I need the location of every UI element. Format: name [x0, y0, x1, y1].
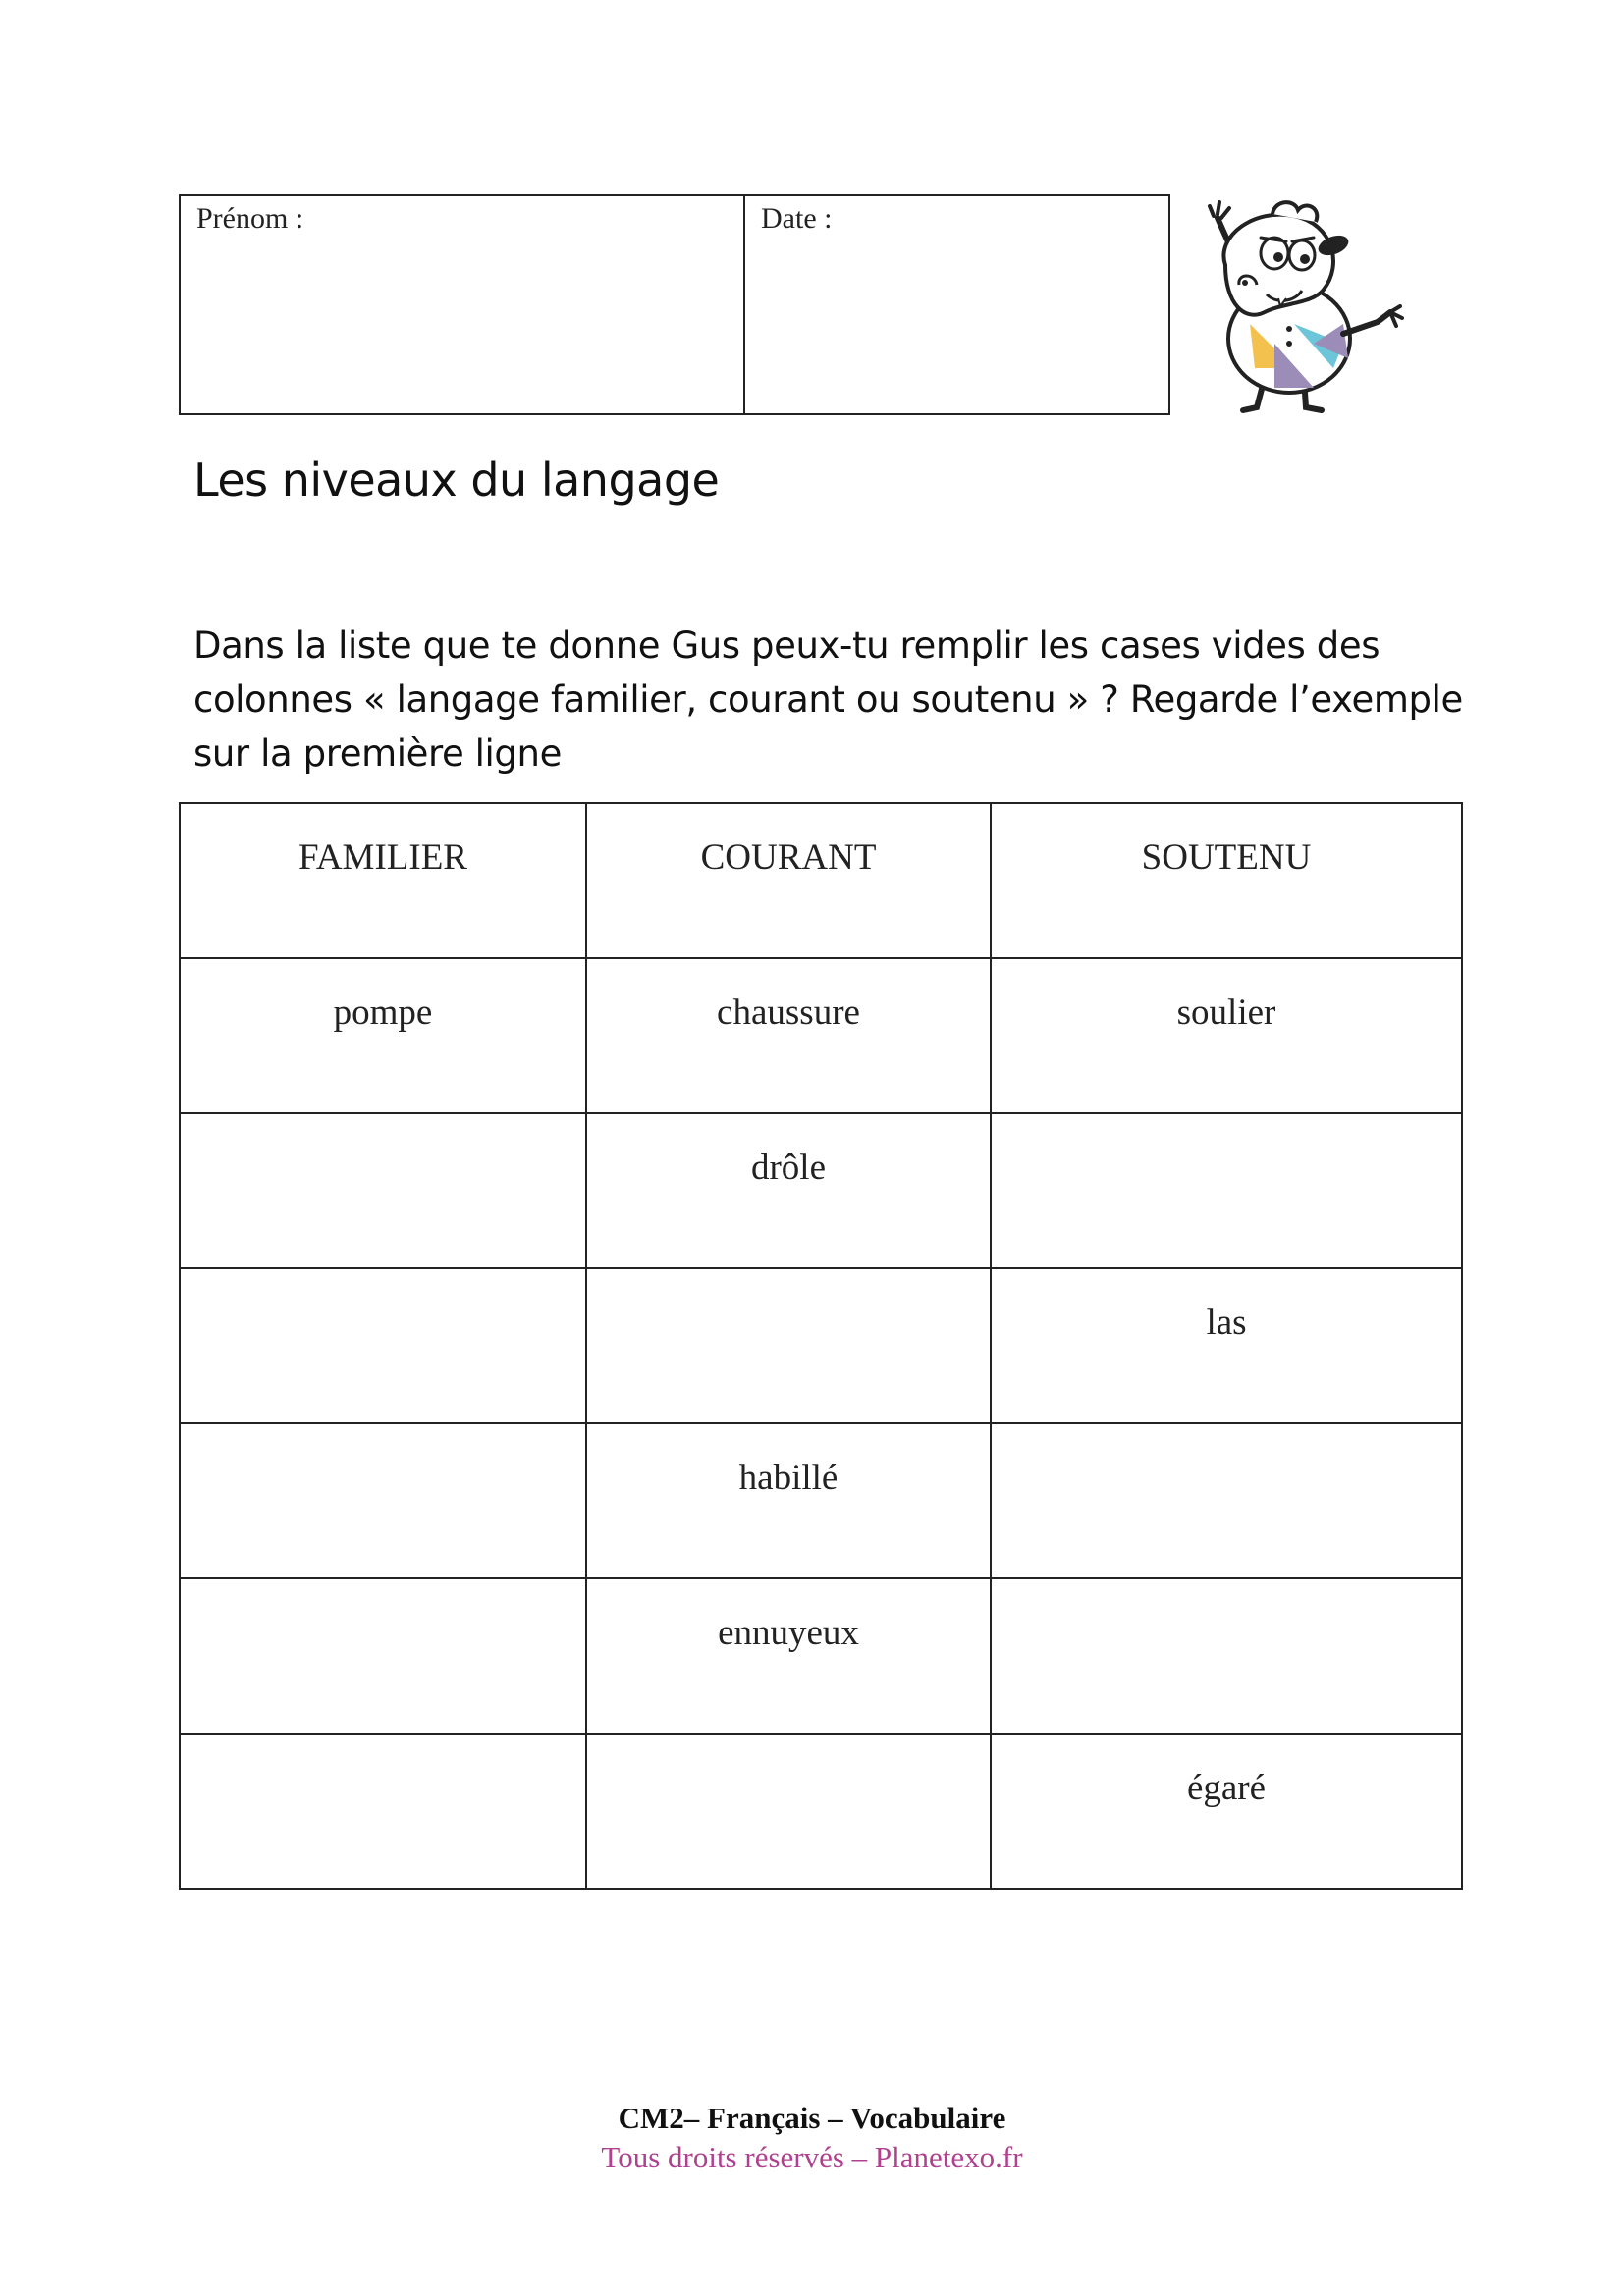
date-label: Date :	[761, 202, 833, 235]
table-cell-empty[interactable]	[586, 1268, 991, 1423]
page-title: Les niveaux du langage	[193, 454, 720, 507]
table-row	[180, 958, 1462, 1113]
column-header-familier: FAMILIER	[180, 803, 586, 958]
table-row	[180, 1734, 1462, 1889]
table-cell-empty[interactable]	[180, 1113, 586, 1268]
table-header-row	[180, 803, 1462, 958]
table-cell: drôle	[586, 1113, 991, 1268]
prenom-field[interactable]	[181, 196, 745, 413]
instructions-text: Dans la liste que te donne Gus peux-tu remplir les cases vides des colonnes « langage familier, courant ou soutenu » ? Regarde l’exemple sur la première ligne	[193, 624, 1463, 774]
table-cell-empty[interactable]	[991, 1113, 1462, 1268]
footer-subject: CM2– Français – Vocabulaire	[618, 2101, 1006, 2135]
table-cell: pompe	[180, 958, 586, 1113]
prenom-label: Prénom :	[196, 202, 304, 235]
table-cell: soulier	[991, 958, 1462, 1113]
table-cell: égaré	[991, 1734, 1462, 1889]
table-row	[180, 1423, 1462, 1578]
table-cell: las	[991, 1268, 1462, 1423]
table-cell: ennuyeux	[586, 1578, 991, 1734]
table-cell-empty[interactable]	[991, 1578, 1462, 1734]
table-row	[180, 1578, 1462, 1734]
sheep-mascot-icon	[1196, 196, 1412, 417]
table-row	[180, 1268, 1462, 1423]
vocabulary-table	[179, 802, 1463, 1890]
column-header-courant: COURANT	[586, 803, 991, 958]
table-cell-empty[interactable]	[586, 1734, 991, 1889]
table-cell: habillé	[586, 1423, 991, 1578]
column-header-soutenu: SOUTENU	[991, 803, 1462, 958]
student-info-box	[179, 194, 1170, 415]
table-cell-empty[interactable]	[180, 1268, 586, 1423]
table-cell-empty[interactable]	[991, 1423, 1462, 1578]
date-field[interactable]	[745, 196, 1168, 413]
table-cell: chaussure	[586, 958, 991, 1113]
table-cell-empty[interactable]	[180, 1578, 586, 1734]
table-cell-empty[interactable]	[180, 1423, 586, 1578]
table-row	[180, 1113, 1462, 1268]
footer-copyright[interactable]: Tous droits réservés – Planetexo.fr	[601, 2140, 1023, 2174]
table-cell-empty[interactable]	[180, 1734, 586, 1889]
